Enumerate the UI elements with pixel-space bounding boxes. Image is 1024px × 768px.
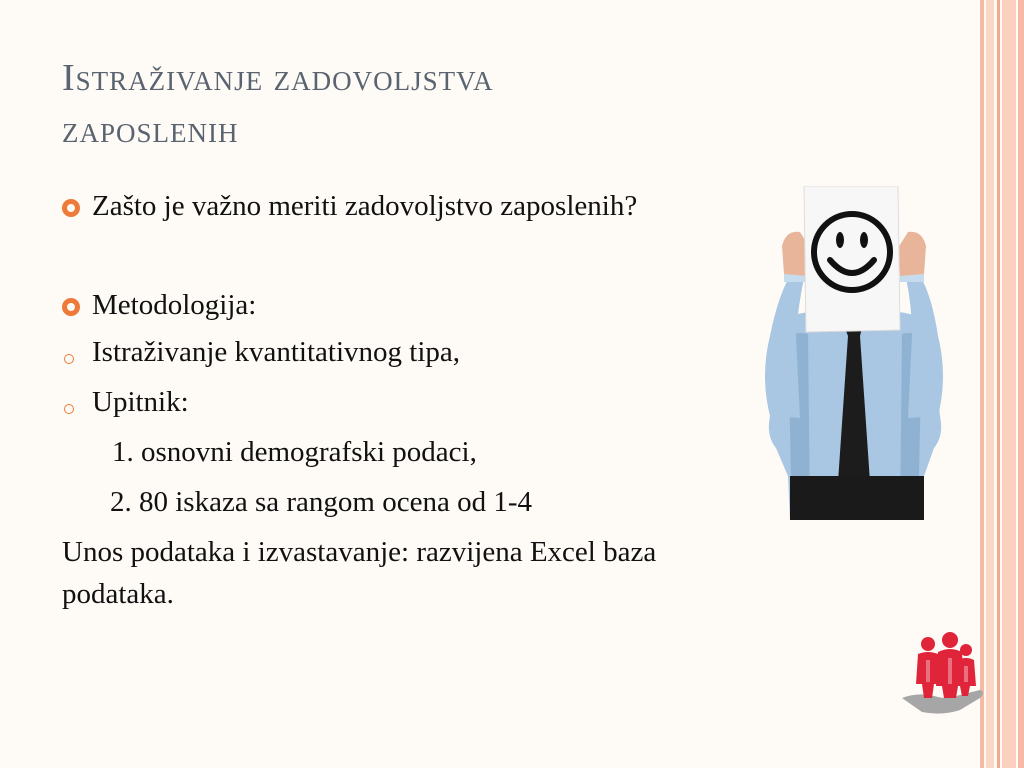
slide-title <box>62 52 762 156</box>
bullet-icon <box>62 298 80 316</box>
sub-bullet-text: Upitnik: <box>92 386 189 418</box>
paragraph-line: podataka. <box>62 578 174 610</box>
people-in-hand-logo <box>898 626 988 722</box>
title-line-2: zaposlenih <box>62 109 239 151</box>
numbered-item: 2. 80 iskaza sa rangom ocena od 1-4 <box>110 486 532 518</box>
sub-bullet-text: Istraživanje kvantitativnog tipa, <box>92 336 461 368</box>
paragraph-line: Unos podataka i izvastavanje: razvijena Excel baza <box>62 536 657 568</box>
bullet-text: Zašto je važno meriti zadovoljstvo zaposlenih? <box>92 190 638 222</box>
sub-bullet-icon <box>64 404 74 414</box>
title-line-1: Istraživanje zadovoljstva <box>62 57 494 99</box>
bullet-text: Metodologija: <box>92 289 257 321</box>
sub-bullet-icon <box>64 354 74 364</box>
man-holding-smiley-photo <box>748 186 960 520</box>
numbered-item: 1. osnovni demografski podaci, <box>112 436 477 468</box>
bullet-icon <box>62 199 80 217</box>
